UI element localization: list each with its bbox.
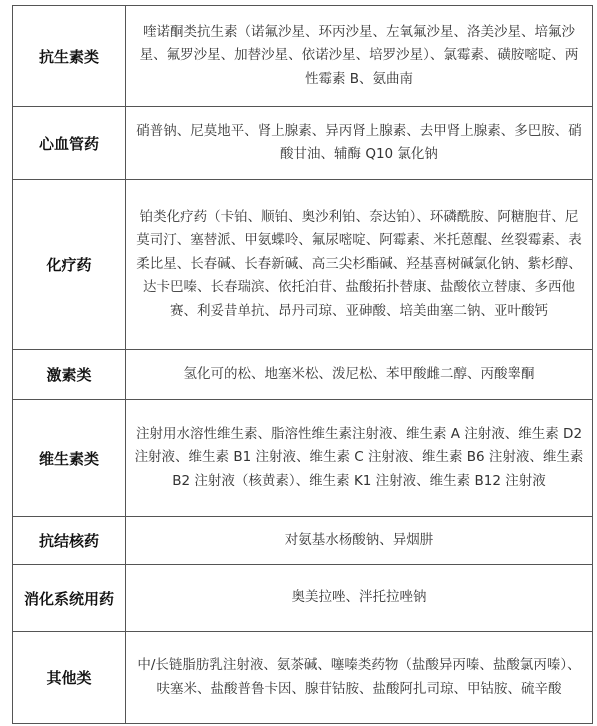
table-row — [13, 6, 593, 107]
category-cell: 化疗药 — [13, 180, 126, 350]
category-cell: 激素类 — [13, 350, 126, 400]
table-row — [13, 180, 593, 350]
drugs-cell: 喹诺酮类抗生素（诺氟沙星、环丙沙星、左氧氟沙星、洛美沙星、培氟沙星、氟罗沙星、加替沙星、依诺沙星、培罗沙星）、氯霉素、磺胺嘧啶、两性霉素 B、氨曲南 — [126, 6, 593, 107]
table-row — [13, 632, 593, 724]
category-cell: 维生素类 — [13, 400, 126, 517]
table-row — [13, 107, 593, 180]
table-row — [13, 517, 593, 565]
category-cell: 抗生素类 — [13, 6, 126, 107]
drugs-cell: 铂类化疗药（卡铂、顺铂、奥沙利铂、奈达铂）、环磷酰胺、阿糖胞苷、尼莫司汀、塞替派、甲氨蝶呤、氟尿嘧啶、阿霉素、米托蒽醌、丝裂霉素、表柔比星、长春碱、长春新碱、高三尖杉酯碱、羟基喜树碱氯化钠、紫杉醇、达卡巴嗪、长春瑞滨、依托泊苷、盐酸拓扑替康、盐酸依立替康、多西他赛、利妥昔单抗、昂丹司琼、亚砷酸、培美曲塞二钠、亚叶酸钙 — [126, 180, 593, 350]
drugs-cell: 对氨基水杨酸钠、异烟肼 — [126, 517, 593, 565]
drug-category-table — [12, 5, 593, 724]
drugs-cell: 奥美拉唑、泮托拉唑钠 — [126, 565, 593, 632]
drugs-cell: 硝普钠、尼莫地平、肾上腺素、异丙肾上腺素、去甲肾上腺素、多巴胺、硝酸甘油、辅酶 Q10 氯化钠 — [126, 107, 593, 180]
table-row — [13, 565, 593, 632]
category-cell: 心血管药 — [13, 107, 126, 180]
drugs-cell: 氢化可的松、地塞米松、泼尼松、苯甲酸雌二醇、丙酸睾酮 — [126, 350, 593, 400]
drugs-cell: 注射用水溶性维生素、脂溶性维生素注射液、维生素 A 注射液、维生素 D2 注射液、维生素 B1 注射液、维生素 C 注射液、维生素 B6 注射液、维生素 B2 注射液（核黄素）、维生素 K1 注射液、维生素 B12 注射液 — [126, 400, 593, 517]
table-row — [13, 350, 593, 400]
drugs-cell: 中/长链脂肪乳注射液、氨茶碱、噻嗪类药物（盐酸异丙嗪、盐酸氯丙嗪）、呋塞米、盐酸普鲁卡因、腺苷钴胺、盐酸阿扎司琼、甲钴胺、硫辛酸 — [126, 632, 593, 724]
category-cell: 消化系统用药 — [13, 565, 126, 632]
table-row — [13, 400, 593, 517]
document-page — [12, 5, 593, 724]
category-cell: 其他类 — [13, 632, 126, 724]
category-cell: 抗结核药 — [13, 517, 126, 565]
